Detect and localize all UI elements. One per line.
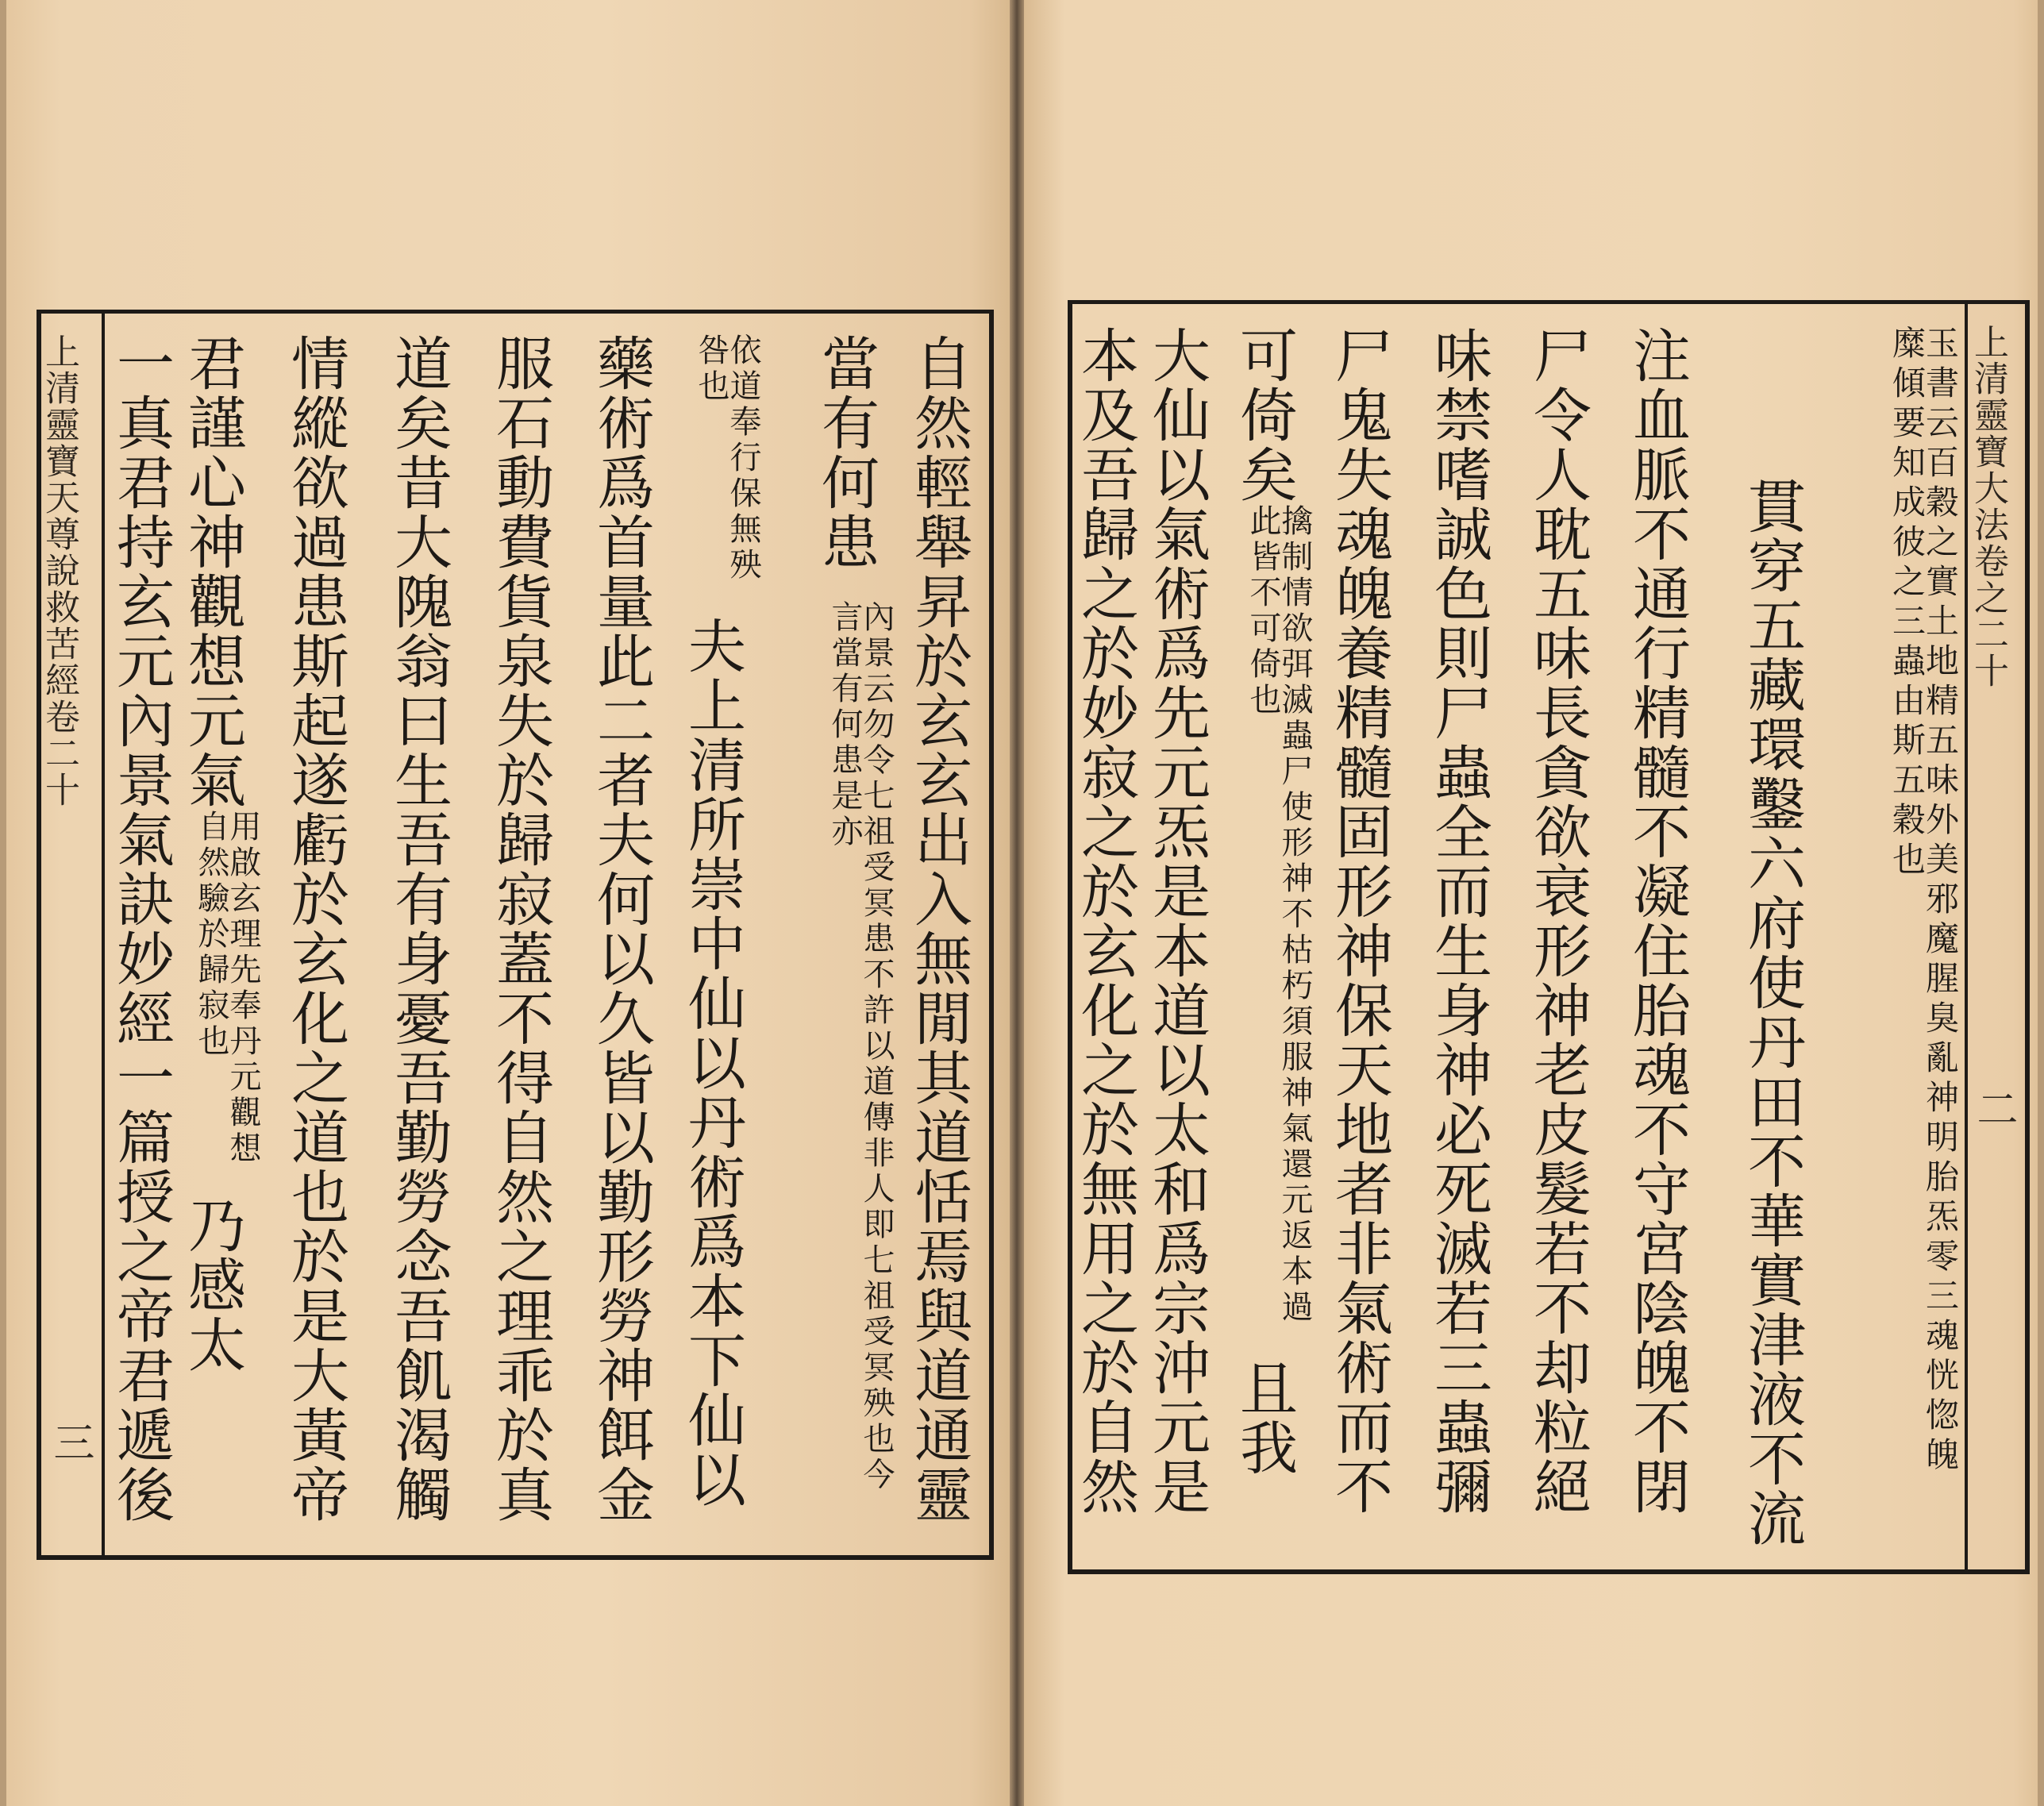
right-margin-rule — [1965, 302, 1968, 1572]
right-margin-leaf-number: 二 — [1969, 1088, 2017, 1130]
right-col-1-main — [1881, 1270, 1882, 1271]
left-col-8 — [178, 333, 261, 1374]
left-col-3-main: 夫上清所崇中仙以丹術爲本下仙以 — [678, 616, 745, 1509]
right-col-1-note: 玉書云百穀之實土地精五味外美邪魔腥臭亂神明胎炁零三魂恍惚魄糜傾要知成彼之三蟲由斯五穀也 — [1888, 325, 1960, 1477]
left-col-3 — [678, 333, 761, 1509]
right-col-2: 注血脈不通行精髓不凝住胎魂不守宮陰魄不閉 — [1622, 325, 1690, 1516]
left-col-2-main: 當有何患 — [811, 333, 879, 572]
left-col-2-note: 內景云勿令七祖受冥患不許以道傳非人即七祖受冥殃也今言當有何患是亦 — [826, 600, 895, 1493]
left-col-4: 藥術爲首量此二者夫何以久皆以勤形勞神餌金 — [587, 333, 654, 1524]
left-col-6: 道矣昔大隗翁曰生吾有身憂吾勤勞念吾飢渴觸 — [384, 333, 452, 1524]
left-col-3-note: 依道奉行保無殃咎也 — [693, 333, 761, 583]
right-page-edge — [2038, 0, 2044, 1806]
right-col-1 — [1806, 325, 1960, 1500]
left-margin-leaf-number: 三 — [46, 1421, 94, 1464]
right-col-6 — [1230, 325, 1313, 1477]
left-col-1: 自然輕舉昇於玄玄出入無閒其道恬焉與道通靈 — [904, 333, 972, 1524]
right-col-6-main: 可倚矣 — [1230, 325, 1297, 504]
left-col-5: 服石動費貨泉失於歸寂蓋不得自然之理乖於真 — [486, 333, 553, 1524]
left-col-8-main: 君謹心神觀想元氣 — [178, 333, 245, 810]
right-col-1-tail: 貫穿五藏環鑿六府使丹田不華實津液不流 — [1738, 476, 1805, 1548]
left-col-7: 情縱欲過患斯起遂虧於玄化之道也於是大黃帝 — [281, 333, 348, 1524]
left-page-edge — [0, 0, 6, 1806]
right-col-8: 本及吾歸之於妙寂之於玄化之於無用之於自然 — [1071, 325, 1138, 1516]
right-col-7: 大仙以氣術爲先元炁是本道以太和爲宗沖元是 — [1142, 325, 1210, 1516]
left-col-8-note: 用啟玄理先奉丹元觀想自然驗於歸寂也 — [193, 810, 261, 1167]
right-page — [1024, 0, 2044, 1806]
left-col-9: 一真君持玄元內景氣訣妙經一篇授之帝君遞後 — [106, 333, 174, 1524]
right-col-6-tail: 且我 — [1230, 1358, 1297, 1477]
right-col-6-note: 擒制情欲弭滅蟲尸使形神不枯朽須服神氣還元返本過此皆不可倚也 — [1245, 504, 1313, 1326]
left-col-2 — [811, 333, 895, 1513]
right-col-5: 尸鬼失魂魄養精髓固形神保天地者非氣術而不 — [1325, 325, 1392, 1516]
right-col-3: 尸令人耽五味長貪欲衰形神老皮髮若不却粒絕 — [1523, 325, 1591, 1516]
left-margin-rule — [102, 311, 105, 1558]
left-margin-title: 上清靈寶天尊說救苦經卷二十 — [39, 333, 79, 808]
book-gutter — [1010, 0, 1024, 1806]
right-margin-title: 上清靈寶大法卷之二十 — [1968, 324, 2008, 689]
left-col-8-tail: 乃感太 — [178, 1196, 245, 1374]
left-page — [0, 0, 1010, 1806]
right-col-4: 味禁嗜誠色則尸蟲全而生身神必死滅若三蟲彌 — [1424, 325, 1492, 1516]
